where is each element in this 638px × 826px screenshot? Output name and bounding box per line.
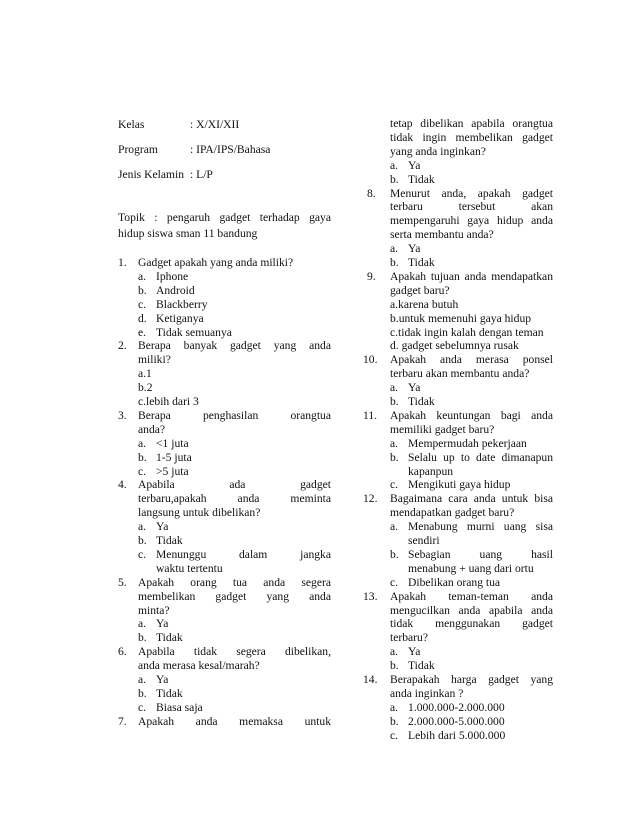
question-number: 1.	[118, 256, 127, 269]
question-number: 4.	[118, 478, 127, 492]
question-number: 13.	[363, 589, 378, 603]
kelas-value: : X/XI/XII	[190, 118, 240, 131]
option-marker: a.	[390, 645, 399, 659]
option-text: Sebagian uang hasil	[408, 547, 553, 561]
question-number: 7.	[118, 714, 127, 728]
option-text: a.karena butuh	[390, 297, 459, 311]
option-text: Menunggu dalam jangka	[156, 547, 331, 561]
option-marker: c.	[138, 547, 147, 561]
question-text: tidak menggunakan gadget	[390, 617, 553, 631]
option-text: Ya	[408, 242, 421, 256]
option-marker: a.	[390, 158, 399, 172]
option-marker: a.	[138, 436, 147, 450]
option-marker: b.	[138, 283, 147, 297]
question-text: Berapakah harga gadget yang	[390, 673, 553, 686]
question-text: Apabila tidak segera dibelikan,	[138, 645, 331, 659]
option-text: 1.000.000-2.000.000	[408, 700, 505, 714]
option-text: >5 juta	[156, 464, 189, 478]
option-marker: b.	[390, 659, 399, 673]
option-marker: a.	[138, 520, 147, 534]
option-text: Blackberry	[156, 297, 208, 311]
option-marker: b.	[390, 714, 399, 728]
question-text: Apakah orang tua anda segera	[138, 575, 331, 589]
question-text: tetap dibelikan apabila orangtua	[390, 117, 553, 130]
topic-line-2: hidup siswa sman 11 bandung	[118, 227, 258, 240]
option-text: d. gadget sebelumnya rusak	[390, 339, 519, 353]
question-text: langsung untuk dibelikan?	[138, 506, 261, 520]
option-text: Ya	[408, 645, 421, 659]
question-text: anda?	[138, 422, 166, 436]
question-number: 14.	[363, 673, 378, 686]
question-text: Apakah tujuan anda mendapatkan	[390, 269, 553, 283]
topic-line-1: Topik : pengaruh gadget terhadap gaya	[118, 211, 331, 224]
question-text: terbaru akan membantu anda?	[390, 367, 530, 381]
question-text: minta?	[138, 603, 170, 617]
question-number: 8.	[367, 186, 376, 200]
option-text: Tidak semuanya	[156, 325, 232, 339]
question-text: serta membantu anda?	[390, 228, 494, 242]
question-text: Apabila ada gadget	[138, 478, 331, 492]
option-text: Ya	[408, 381, 421, 395]
option-text: Ya	[408, 158, 421, 172]
question-text: Gadget apakah yang anda miliki?	[138, 256, 294, 269]
option-text: Tidak	[156, 534, 183, 547]
option-marker: a.	[390, 436, 399, 450]
option-text: sendiri	[408, 534, 440, 547]
option-marker: c.	[390, 575, 399, 589]
option-marker: a.	[390, 381, 399, 395]
option-marker: a.	[138, 269, 147, 283]
option-text: waktu tertentu	[156, 561, 223, 575]
option-text: Tidak	[408, 256, 435, 269]
kelas-label: Kelas	[118, 118, 145, 131]
option-text: Lebih dari 5.000.000	[408, 728, 506, 742]
option-text: Tidak	[156, 631, 183, 645]
jenis-kelamin-label: Jenis Kelamin	[118, 168, 185, 181]
option-text: Ya	[156, 673, 169, 686]
question-text: terbaru?	[390, 631, 428, 645]
option-text: Tidak	[408, 172, 435, 186]
option-text: c.lebih dari 3	[138, 395, 199, 408]
option-text: kapanpun	[408, 464, 454, 478]
question-text: Berapa banyak gadget yang anda	[138, 339, 331, 353]
option-text: Ya	[156, 520, 169, 534]
option-marker: b.	[390, 450, 399, 464]
option-text: Mengikuti gaya hidup	[408, 478, 511, 492]
option-text: Iphone	[156, 269, 189, 283]
question-text: mengucilkan anda apabila anda	[390, 603, 553, 617]
option-text: 2.000.000-5.000.000	[408, 714, 505, 728]
option-text: 1-5 juta	[156, 450, 192, 464]
question-text: terbaru tersebut akan	[390, 200, 553, 214]
question-text: mempengaruhi gaya hidup anda	[390, 214, 553, 228]
option-marker: c.	[138, 464, 147, 478]
option-marker: c.	[390, 728, 399, 742]
question-number: 3.	[118, 408, 127, 422]
question-text: Apakah keuntungan bagi anda	[390, 408, 553, 422]
option-text: Android	[156, 283, 195, 297]
question-number: 11.	[363, 408, 378, 422]
question-text: miliki?	[138, 353, 171, 367]
option-marker: a.	[138, 617, 147, 631]
option-text: Biasa saja	[156, 700, 203, 714]
question-number: 6.	[118, 645, 127, 659]
option-text: b.2	[138, 381, 153, 395]
question-text: yang anda inginkan?	[390, 144, 486, 158]
option-text: <1 juta	[156, 436, 189, 450]
option-text: Mempermudah pekerjaan	[408, 436, 527, 450]
option-marker: b.	[390, 256, 399, 269]
option-text: Selalu up to date dimanapun	[408, 450, 553, 464]
program-value: : IPA/IPS/Bahasa	[190, 143, 271, 156]
question-number: 12.	[363, 492, 378, 506]
option-marker: b.	[390, 172, 399, 186]
option-marker: d.	[138, 311, 147, 325]
option-marker: b.	[138, 534, 147, 547]
question-text: Bagaimana cara anda untuk bisa	[390, 492, 553, 506]
option-text: Tidak	[156, 686, 183, 700]
option-marker: c.	[138, 700, 147, 714]
option-text: Tidak	[408, 659, 435, 673]
question-number: 2.	[118, 339, 127, 353]
option-text: Menabung murni uang sisa	[408, 520, 553, 534]
option-marker: a.	[138, 673, 147, 686]
option-marker: a.	[390, 520, 399, 534]
question-text: Berapa penghasilan orangtua	[138, 408, 331, 422]
question-text: memiliki gadget baru?	[390, 422, 495, 436]
question-text: membelikan gadget yang anda	[138, 589, 331, 603]
question-text: terbaru,apakah anda meminta	[138, 492, 331, 506]
option-marker: b.	[390, 395, 399, 408]
question-text: Menurut anda, apakah gadget	[390, 186, 553, 200]
option-marker: b.	[138, 686, 147, 700]
option-marker: a.	[390, 700, 399, 714]
option-text: Dibelikan orang tua	[408, 575, 501, 589]
question-number: 9.	[367, 269, 376, 283]
question-text: gadget baru?	[390, 283, 450, 297]
question-text: tidak ingin membelikan gadget	[390, 130, 553, 144]
option-text: b.untuk memenuhi gaya hidup	[390, 311, 532, 325]
option-marker: b.	[390, 547, 399, 561]
question-number: 5.	[118, 575, 127, 589]
option-marker: a.	[390, 242, 399, 256]
option-text: menabung + uang dari ortu	[408, 561, 534, 575]
option-text: Ketiganya	[156, 311, 204, 325]
option-text: a.1	[138, 367, 152, 381]
program-label: Program	[118, 143, 158, 156]
option-text: Tidak	[408, 395, 435, 408]
question-text: anda merasa kesal/marah?	[138, 659, 260, 673]
option-marker: b.	[138, 631, 147, 645]
question-number: 10.	[363, 353, 378, 367]
option-marker: c.	[390, 478, 399, 492]
option-marker: e.	[138, 325, 147, 339]
question-text: Apakah anda merasa ponsel	[390, 353, 553, 367]
question-text: anda inginkan ?	[390, 686, 464, 700]
jenis-kelamin-value: : L/P	[190, 168, 213, 181]
option-marker: b.	[138, 450, 147, 464]
option-text: c.tidak ingin kalah dengan teman	[390, 325, 544, 339]
question-text: mendapatkan gadget baru?	[390, 506, 515, 520]
option-marker: c.	[138, 297, 147, 311]
question-text: Apakah teman-teman anda	[390, 589, 553, 603]
question-text: Apakah anda memaksa untuk	[138, 714, 331, 728]
option-text: Ya	[156, 617, 169, 631]
